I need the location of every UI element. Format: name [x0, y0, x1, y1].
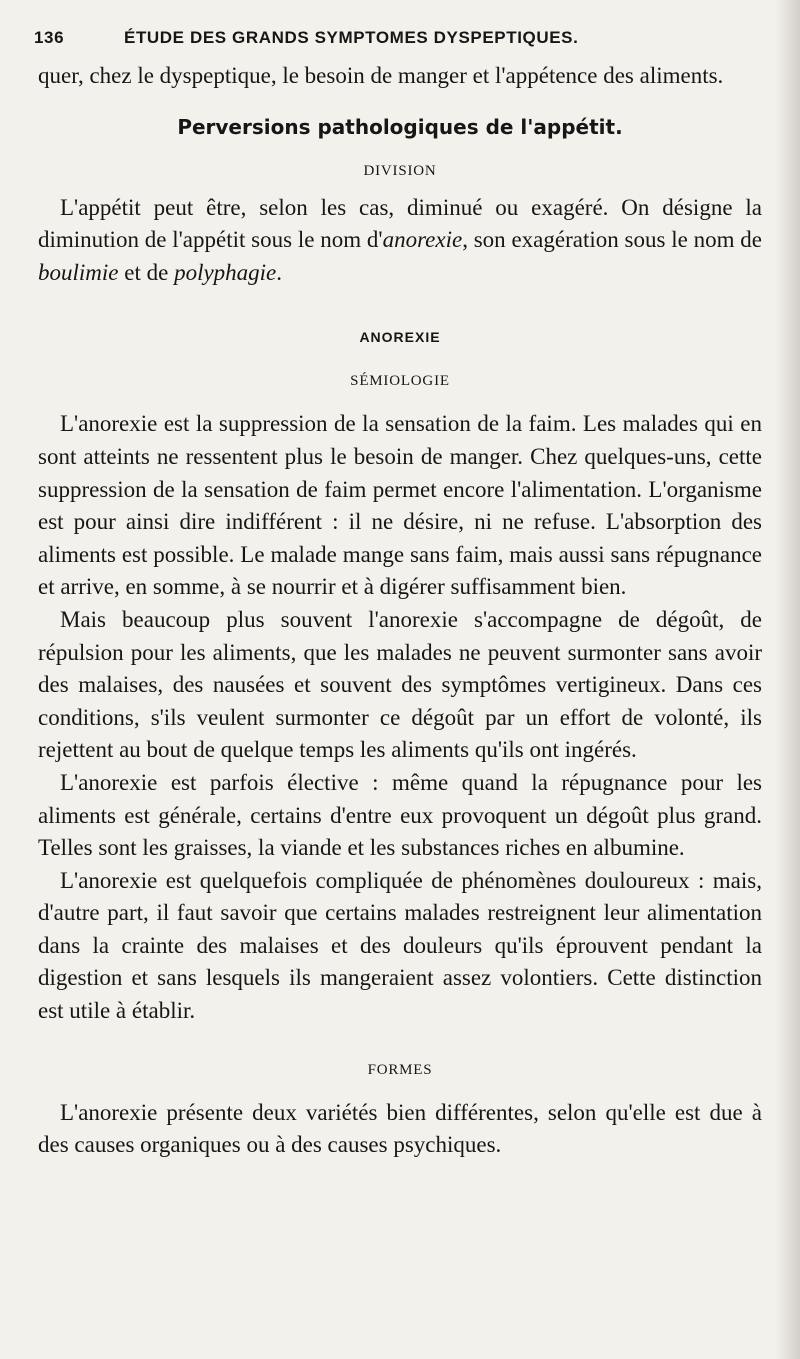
- intro-paragraph: quer, chez le dyspeptique, le besoin de manger et l'appétence des aliments.: [38, 63, 724, 88]
- semiologie-heading: SÉMIOLOGIE: [350, 373, 450, 390]
- division-heading: DIVISION: [363, 162, 437, 179]
- division-paragraph: [38, 192, 762, 290]
- body-paragraph: Mais beaucoup plus souvent l'anorexie s'accompagne de dégoût, de répulsion pour les aliments, que les malades ne peuvent surmonter sans avoir des malaises, des nausées et souvent des symptômes vertigineux. Dans ces conditions, s'ils veulent surmonter ce dégoût par un effort de volonté, ils rejettent au bout de quelque temps les aliments qu'ils ont ingérés.: [38, 606, 762, 763]
- term-anorexie: anorexie: [382, 227, 463, 253]
- formes-heading: FORMES: [367, 1061, 433, 1078]
- division-text-d: .: [276, 259, 283, 285]
- page-header: [34, 28, 762, 48]
- page-edge-shadow: [776, 0, 800, 1359]
- anorexie-heading: ANOREXIE: [359, 329, 441, 346]
- division-text-c: et de: [118, 259, 175, 285]
- running-title: ÉTUDE DES GRANDS SYMPTOMES DYSPEPTIQUES.: [124, 28, 579, 47]
- body-paragraph: L'anorexie est la suppression de la sensation de la faim. Les malades qui en sont atteints ne ressentent plus le besoin de manger. Chez quelques-uns, cette suppression de la sensation de faim permet encore l'alimentation. L'organisme est pour ainsi dire indifférent : il ne désire, ni ne refuse. L'absorption des aliments est possible. Le malade mange sans faim, mais aussi sans répugnance et arrive, en somme, à se nourrir et à digérer suffisamment bien.: [38, 411, 762, 600]
- body-paragraph: L'anorexie est parfois élective : même quand la répugnance pour les aliments est générale, certains d'entre eux provoquent un dégoût plus grand. Telles sont les graisses, la viande et les substances riches en albumine.: [38, 769, 762, 861]
- division-text-b: , son exagération sous le nom de: [462, 227, 762, 253]
- formes-paragraph: L'anorexie présente deux variétés bien différentes, selon qu'elle est due à des causes organiques ou à des causes psychiques.: [38, 1099, 762, 1158]
- term-boulimie: boulimie: [38, 259, 119, 285]
- division-text-a: L'appétit peut être, selon les cas, diminué ou exagéré. On désigne la diminution de l'appétit sous le nom d': [38, 194, 762, 253]
- body-paragraph: L'anorexie est quelquefois compliquée de phénomènes douloureux : mais, d'autre part, il faut savoir que certains malades restreignent leur alimentation dans la crainte des malaises et des douleurs qu'ils éprouvent pendant la digestion et sans lesquels ils mangeraient assez volontiers. Cette distinction est utile à établir.: [38, 867, 762, 1024]
- term-polyphagie: polyphagie: [174, 259, 277, 285]
- section-title: Perversions pathologiques de l'appétit.: [177, 114, 623, 139]
- page-number: 136: [34, 28, 65, 47]
